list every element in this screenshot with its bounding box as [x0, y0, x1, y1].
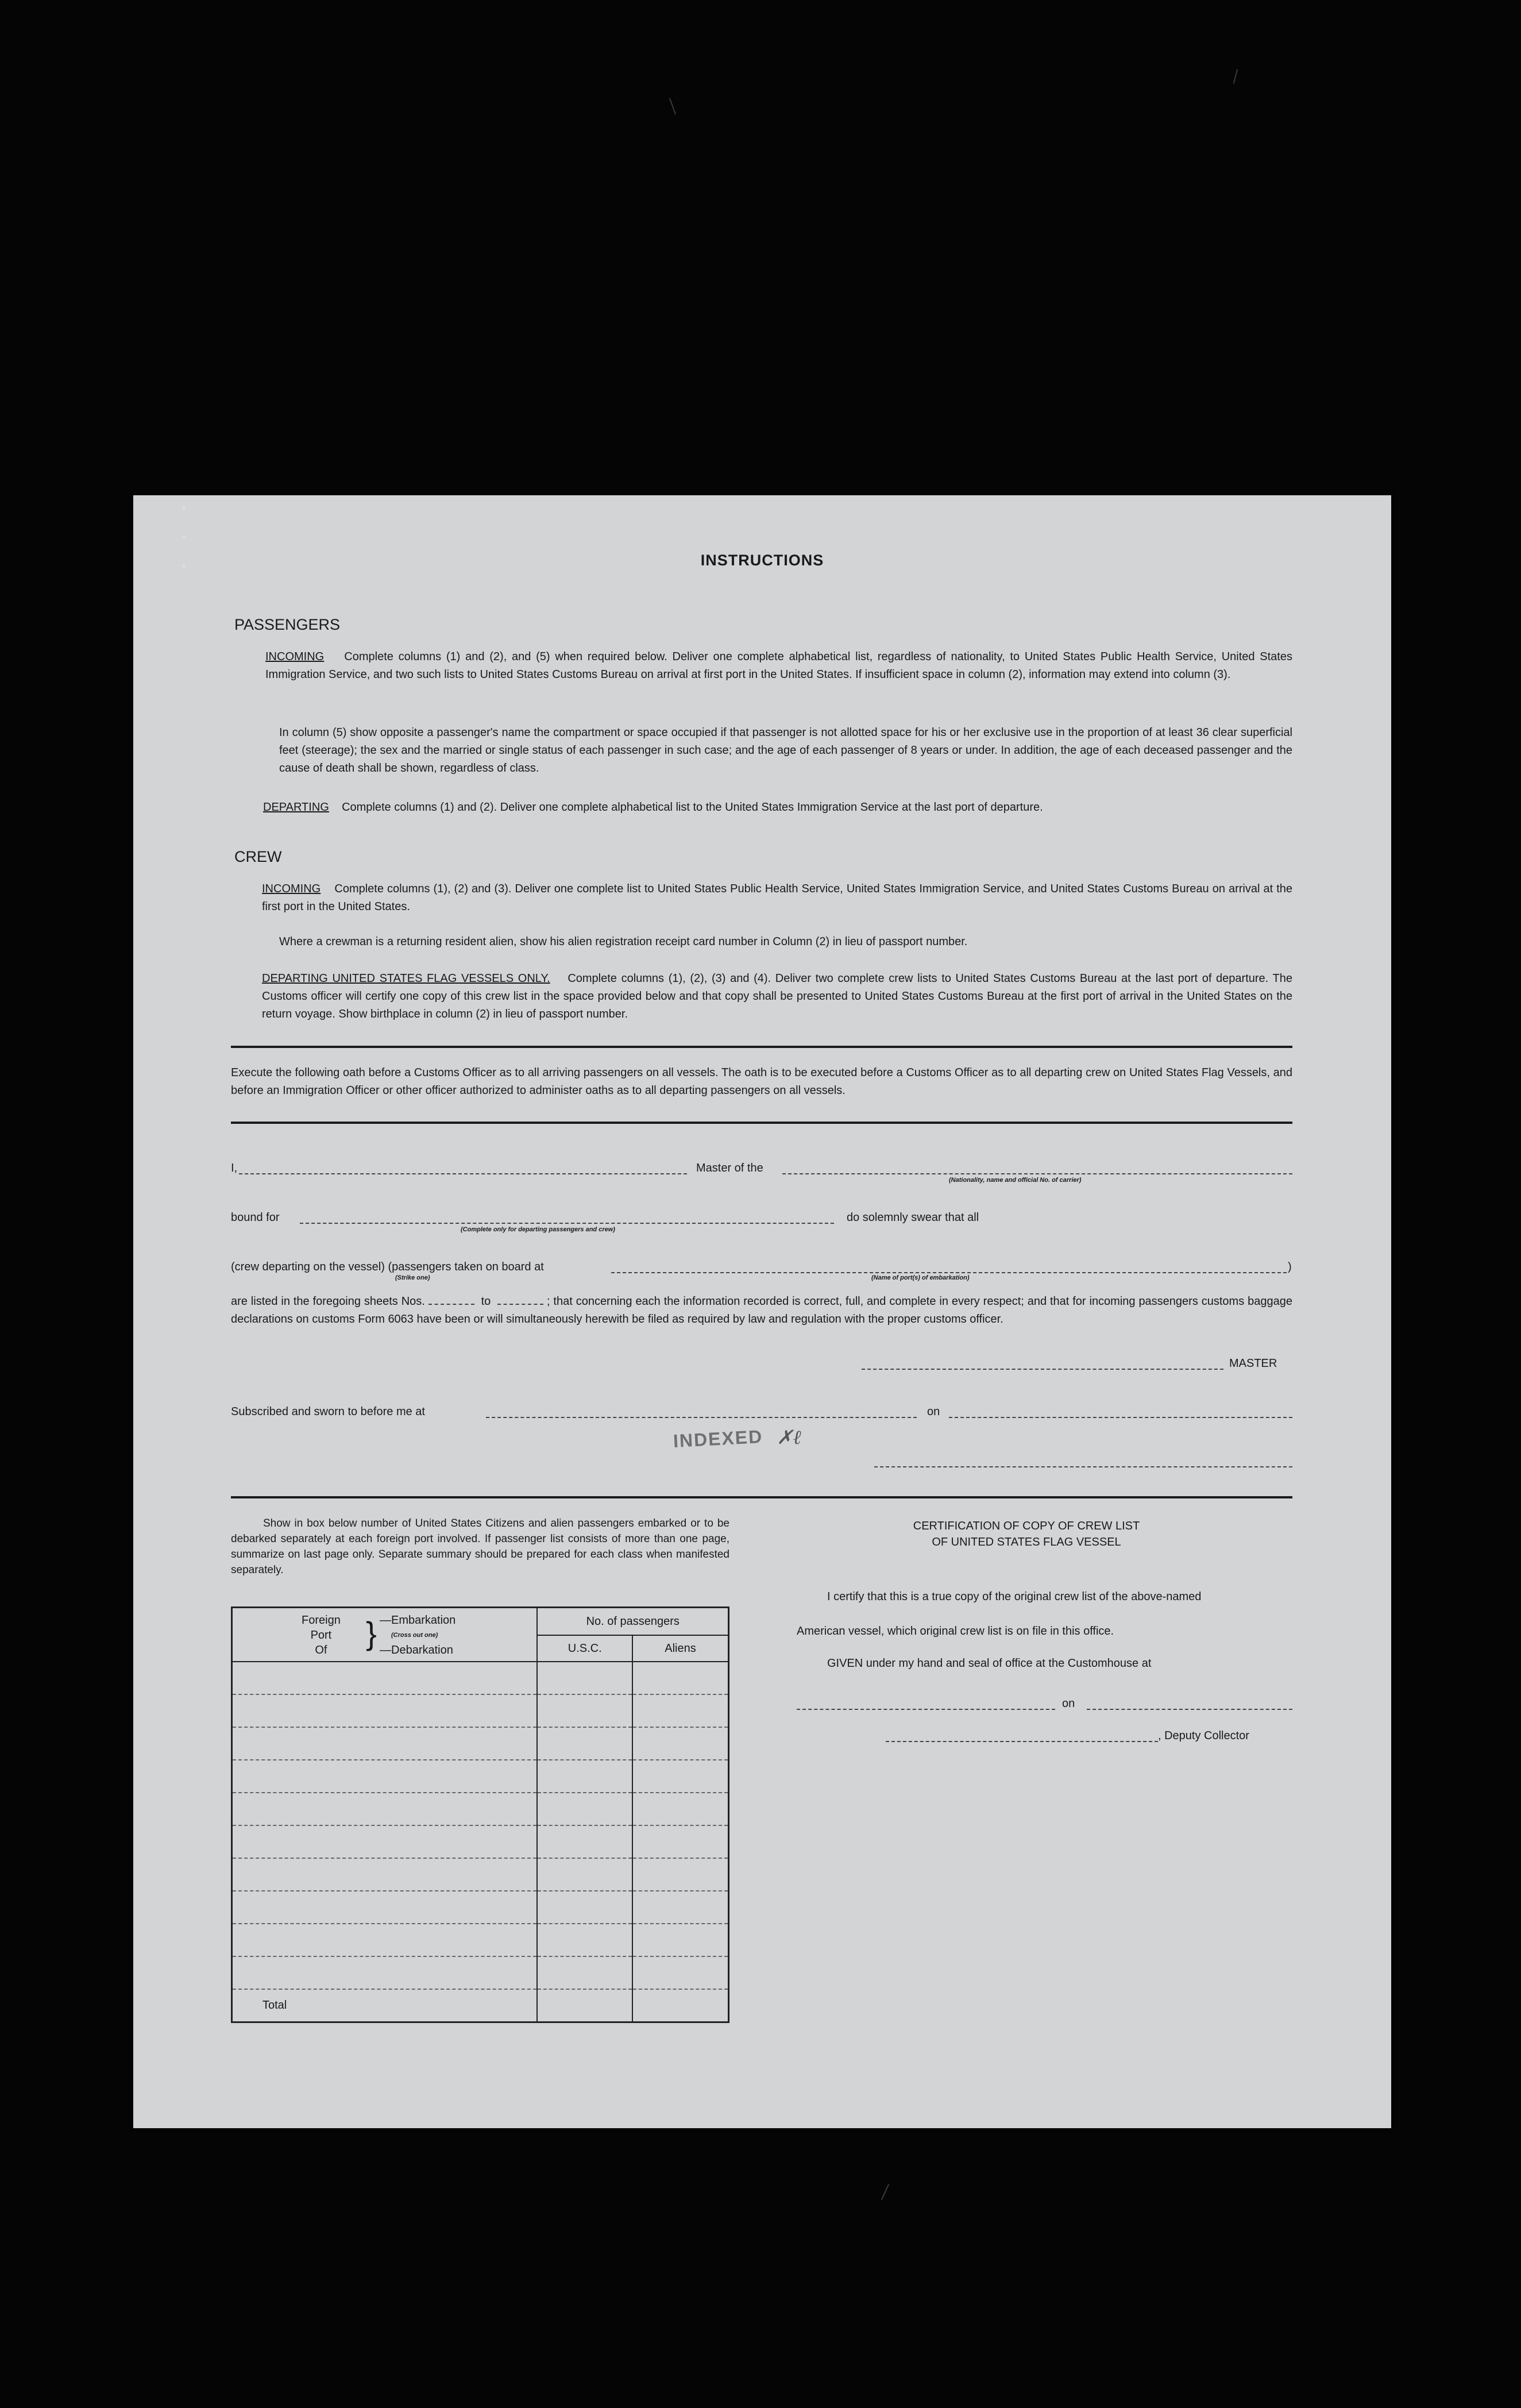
punch-hole [182, 535, 186, 539]
scan-scratch [881, 2184, 889, 2200]
usc-header: U.S.C. [537, 1635, 632, 1662]
certification-text-3: GIVEN under my hand and seal of office at the Customhouse at [827, 1657, 1152, 1670]
complete-only-note: (Complete only for departing passengers and crew) [461, 1226, 615, 1233]
total-label: Total [262, 1999, 287, 2012]
aliens-cell[interactable] [632, 1694, 729, 1727]
certification-heading-line-2: OF UNITED STATES FLAG VESSEL [932, 1536, 1121, 1548]
oath-instruction: Execute the following oath before a Customs Officer as to all arriving passengers on all vessels. The oath is to be executed before a Customs Officer as to all departing crew on United States Flag Vessels, and before an Immigration Officer or other officer authorized to administer oaths as to all departing passengers on all vessels. [231, 1066, 1292, 1097]
divider-rule [231, 1046, 1292, 1048]
master-of-the-label: Master of the [696, 1162, 763, 1174]
punch-hole [182, 507, 186, 510]
passengers-departing-label: DEPARTING [263, 801, 329, 814]
crew-incoming-paragraph [262, 880, 1292, 916]
crew-incoming-label: INCOMING [262, 883, 321, 895]
sheet-to-field[interactable] [497, 1304, 543, 1305]
aliens-cell[interactable] [632, 1924, 729, 1956]
aliens-cell[interactable] [632, 1858, 729, 1891]
certification-on-label: on [1062, 1697, 1075, 1710]
passenger-summary-table [231, 1606, 729, 2023]
crew-resident-text: Where a crewman is a returning resident alien, show his alien registration receipt card number in Column (2) in lieu of passport number. [279, 935, 968, 948]
scan-scratch [669, 98, 676, 115]
sworn-date-field[interactable] [949, 1417, 1292, 1418]
port-cell[interactable] [232, 1924, 538, 1956]
usc-cell[interactable] [537, 1727, 632, 1760]
usc-cell[interactable] [537, 1694, 632, 1727]
summary-instruction: Show in box below number of United States Citizens and alien passengers embarked or to be debarked separately at each foreign port involved. If passenger list consists of more than one page, summarize on last page only. Separate summary should be prepared for each class when manifested separately. [231, 1517, 729, 1576]
port-cell[interactable] [232, 1956, 538, 1989]
strike-one-note: (Strike one) [395, 1274, 430, 1281]
passengers-incoming-paragraph [265, 648, 1292, 684]
port-cell[interactable] [232, 1891, 538, 1924]
passengers-column5-text: In column (5) show opposite a passenger's name the compartment or space occupied if that passenger is not allotted space for his or her exclusive use in the proportion of at least 36 clear superficial feet (steerage); the sex and the married or single status of each passenger in such case; and the age of each passenger of 8 years or under. In addition, the age of each deceased passenger and the cause of death shall be shown, regardless of class. [279, 726, 1292, 775]
crew-departing-text: Complete columns (1), (2), (3) and (4). Deliver two complete crew lists to United States Customs Bureau at the last port of departure. The Customs officer will certify one copy of this crew list in the space provided below and that copy shall be presented to United States Customs Bureau at the first port of arrival in the United States on the return voyage. Show birthplace in column (2) in lieu of passport number. [262, 972, 1292, 1020]
listed-a-text: are listed in the foregoing sheets Nos. [231, 1295, 425, 1308]
foreign-label: Foreign [302, 1614, 341, 1627]
scan-scratch [1233, 69, 1238, 84]
passengers-departing-text: Complete columns (1) and (2). Deliver one complete alphabetical list to the United States Immigration Service at the last port of departure. [342, 801, 1043, 814]
usc-cell[interactable] [537, 1662, 632, 1694]
certification-text-2: American vessel, which original crew list is on file in this office. [797, 1625, 1114, 1638]
certification-text-1: I certify that this is a true copy of the original crew list of the above-named [827, 1590, 1202, 1603]
no-passengers-header: No. of passengers [537, 1608, 728, 1636]
aliens-cell[interactable] [632, 1956, 729, 1989]
passengers-heading: PASSENGERS [234, 616, 341, 633]
aliens-header: Aliens [632, 1635, 729, 1662]
port-cell[interactable] [232, 1662, 538, 1694]
bound-for-field[interactable] [300, 1223, 834, 1224]
port-cell[interactable] [232, 1793, 538, 1825]
passengers-incoming-label: INCOMING [265, 650, 325, 663]
usc-cell[interactable] [537, 1825, 632, 1858]
passengers-incoming-text: Complete columns (1) and (2), and (5) when required below. Deliver one complete alphabetical list, regardless of nationality, to United States Public Health Service, United States Immigration Service, and two such lists to United States Customs Bureau on arrival at first port in the United States. If insufficient space in column (2), information may extend into column (3). [265, 650, 1292, 681]
usc-cell[interactable] [537, 1760, 632, 1793]
usc-cell[interactable] [537, 1891, 632, 1924]
close-paren: ) [1288, 1261, 1292, 1273]
sheet-from-field[interactable] [428, 1304, 474, 1305]
master-signature-field[interactable] [862, 1369, 1223, 1370]
ports-note: (Name of port(s) of embarkation) [871, 1274, 970, 1281]
aliens-cell[interactable] [632, 1891, 729, 1924]
port-cell[interactable] [232, 1858, 538, 1891]
sworn-on-label: on [927, 1405, 940, 1418]
aliens-cell[interactable] [632, 1727, 729, 1760]
crew-departing-label: DEPARTING UNITED STATES FLAG VESSELS ONLY. [262, 972, 550, 985]
do-swear-label: do solemnly swear that all [847, 1211, 979, 1224]
oath-i-label: I, [231, 1162, 238, 1174]
port-label: Port [310, 1629, 332, 1642]
port-cell[interactable] [232, 1760, 538, 1793]
passengers-departing-paragraph [263, 799, 1292, 816]
port-cell[interactable] [232, 1694, 538, 1727]
deputy-collector-label: , Deputy Collector [1158, 1729, 1249, 1742]
certification-heading-line-1: CERTIFICATION OF COPY OF CREW LIST [913, 1520, 1140, 1532]
listed-to-text: to [481, 1295, 491, 1308]
embarkation-label: —Embarkation [380, 1614, 456, 1627]
officer-signature-field[interactable] [874, 1466, 1292, 1467]
crew-departing-paragraph [262, 970, 1292, 1023]
listed-paragraph [231, 1293, 1292, 1328]
usc-cell[interactable] [537, 1956, 632, 1989]
aliens-cell[interactable] [632, 1760, 729, 1793]
aliens-cell[interactable] [632, 1793, 729, 1825]
certification-heading [797, 1518, 1256, 1550]
foreign-port-header [232, 1608, 538, 1662]
customhouse-field[interactable] [797, 1709, 1055, 1710]
nationality-note: (Nationality, name and official No. of carrier) [949, 1177, 1082, 1184]
crew-heading: CREW [234, 848, 282, 865]
aliens-cell[interactable] [632, 1662, 729, 1694]
handwritten-initials: ✗ℓ [777, 1426, 801, 1449]
page-title: INSTRUCTIONS [700, 552, 824, 569]
of-label: Of [315, 1644, 327, 1656]
cross-out-note: (Cross out one) [391, 1632, 438, 1639]
deputy-collector-signature-field[interactable] [886, 1741, 1158, 1742]
aliens-total-cell[interactable] [632, 1989, 729, 2022]
debarkation-label: —Debarkation [380, 1644, 453, 1656]
usc-cell[interactable] [537, 1924, 632, 1956]
crew-incoming-text: Complete columns (1), (2) and (3). Deliver one complete list to United States Public Health Service, United States Immigration Service, and United States Customs Bureau on arrival at the first port in the United States. [262, 883, 1292, 913]
aliens-cell[interactable] [632, 1825, 729, 1858]
master-name-field[interactable] [239, 1173, 687, 1174]
usc-cell[interactable] [537, 1858, 632, 1891]
listed-b-text: ; that concerning each the information recorded is correct, full, and complete in every respect; and that for incoming passengers customs baggage declarations on customs Form 6063 have been or will simultaneously herewith be filed as required by law and regulation with the proper customs officer. [231, 1295, 1292, 1326]
port-cell[interactable] [232, 1727, 538, 1760]
indexed-stamp: INDEXED [673, 1425, 764, 1452]
master-label: MASTER [1229, 1357, 1277, 1370]
ports-embarkation-field[interactable] [611, 1272, 1287, 1273]
brace-glyph: } [366, 1615, 377, 1651]
bound-for-label: bound for [231, 1211, 280, 1224]
subscribed-label: Subscribed and sworn to before me at [231, 1405, 425, 1418]
port-cell[interactable] [232, 1825, 538, 1858]
sworn-place-field[interactable] [486, 1417, 917, 1418]
carrier-field[interactable] [782, 1173, 1292, 1174]
document-sheet [133, 495, 1391, 2128]
usc-total-cell[interactable] [537, 1989, 632, 2022]
divider-rule [231, 1122, 1292, 1124]
divider-rule [231, 1496, 1292, 1498]
crew-departing-label: (crew departing on the vessel) (passengers taken on board at [231, 1261, 544, 1273]
usc-cell[interactable] [537, 1793, 632, 1825]
certification-date-field[interactable] [1087, 1709, 1292, 1710]
